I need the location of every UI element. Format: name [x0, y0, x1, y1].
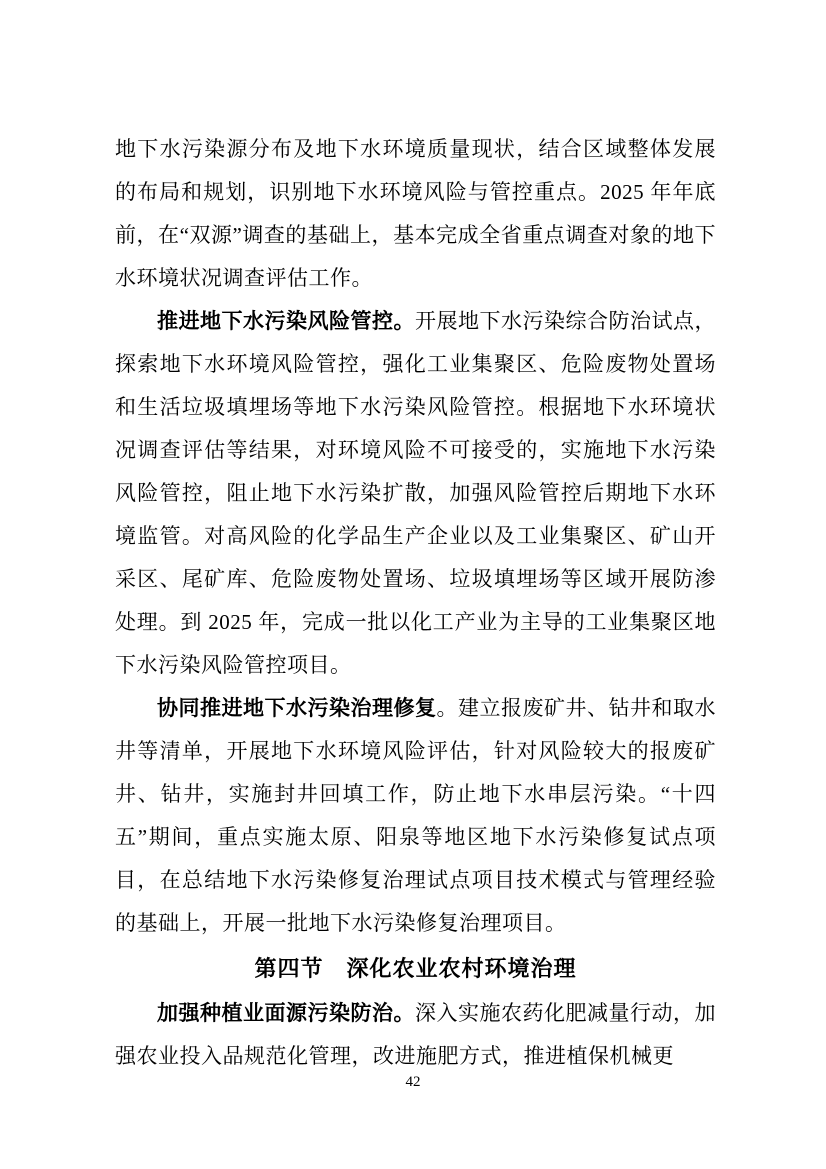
paragraph-planting-pollution-lead: 加强种植业面源污染防治。 [157, 1001, 415, 1025]
paragraph-planting-pollution [115, 992, 716, 1078]
paragraph-risk-control-body: 开展地下水污染综合防治试点，探索地下水环境风险管控，强化工业集聚区、危险废物处置场和生活垃圾填埋场等地下水污染风险管控。根据地下水环境状况调查评估等结果，对环境风险不可接受的，实施地下水污染风险管控，阻止地下水污染扩散，加强风险管控后期地下水环境监管。对高风险的化学品生产企业以及工业集聚区、矿山开采区、尾矿库、危险废物处置场、垃圾填埋场等区域开展防渗处理。到 2025 年，完成一批以化工产业为主导的工业集聚区地下水污染风险管控项目。 [115, 309, 716, 677]
paragraph-groundwater-survey [115, 128, 716, 300]
paragraph-risk-control-lead: 推进地下水污染风险管控。 [157, 309, 415, 333]
paragraph-planting-pollution-body: 深入实施农药化肥减量行动，加强农业投入品规范化管理，改进施肥方式，推进植保机械更 [115, 1001, 716, 1068]
paragraph-remediation-lead: 协同推进地下水污染治理修复 [157, 696, 437, 720]
paragraph-risk-control [115, 300, 716, 687]
page-number: 42 [405, 1074, 421, 1090]
paragraph-remediation [115, 687, 716, 945]
paragraph-remediation-body: 。建立报废矿井、钻井和取水井等清单，开展地下水环境风险评估，针对风险较大的报废矿井、钻井，实施封井回填工作，防止地下水串层污染。“十四五”期间，重点实施太原、阳泉等地区地下水污染修复试点项目，在总结地下水污染修复治理试点项目技术模式与管理经验的基础上，开展一批地下水污染修复治理项目。 [115, 696, 716, 935]
paragraph-groundwater-survey-text: 地下水污染源分布及地下水环境质量现状，结合区域整体发展的布局和规划，识别地下水环境风险与管控重点。2025 年年底前，在“双源”调查的基础上，基本完成全省重点调查对象的地下水环境状况调查评估工作。 [115, 137, 716, 290]
section-heading-agriculture: 第四节 深化农业农村环境治理 [254, 956, 577, 981]
